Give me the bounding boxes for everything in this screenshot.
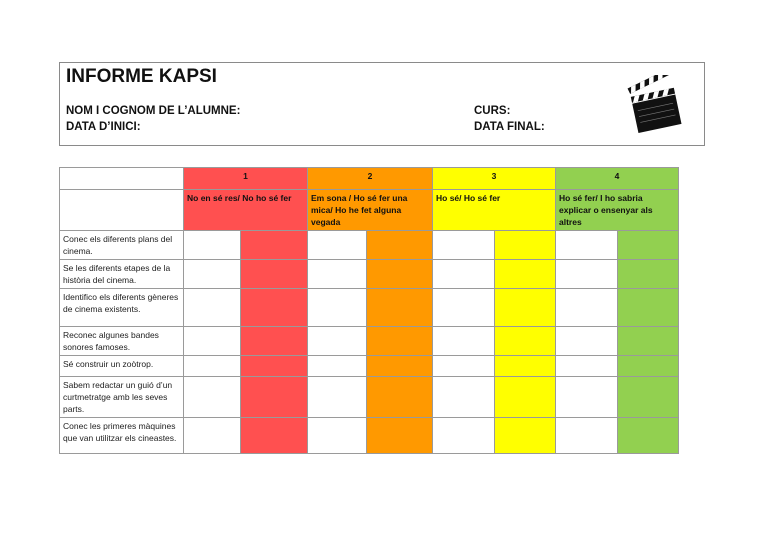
- report-title: INFORME KAPSI: [66, 66, 217, 87]
- corner-cell: [60, 168, 184, 190]
- level-2-color-cell: [367, 418, 433, 454]
- level-number-row: [60, 168, 679, 190]
- level-2-mark-cell[interactable]: [308, 289, 367, 327]
- start-date-label: DATA D’INICI:: [66, 121, 141, 133]
- criterion-label: Se les diferents etapes de la història del cinema.: [60, 260, 184, 289]
- level-4-number: 4: [556, 168, 679, 190]
- level-3-mark-cell[interactable]: [433, 418, 495, 454]
- level-2-color-cell: [367, 377, 433, 418]
- level-1-color-cell: [241, 289, 308, 327]
- level-3-number: 3: [433, 168, 556, 190]
- level-2-mark-cell[interactable]: [308, 377, 367, 418]
- assessment-rubric-table: [59, 167, 679, 454]
- course-label: CURS:: [474, 105, 511, 117]
- end-date-label: DATA FINAL:: [474, 121, 545, 133]
- level-3-color-cell: [495, 231, 556, 260]
- criterion-row: [60, 418, 679, 454]
- criterion-label: Conec les primeres màquines que van utilitzar els cineastes.: [60, 418, 184, 454]
- level-2-color-cell: [367, 327, 433, 356]
- level-2-mark-cell[interactable]: [308, 327, 367, 356]
- level-description-row: [60, 190, 679, 231]
- level-3-mark-cell[interactable]: [433, 260, 495, 289]
- level-3-color-cell: [495, 289, 556, 327]
- level-1-mark-cell[interactable]: [184, 418, 241, 454]
- level-3-color-cell: [495, 327, 556, 356]
- level-1-mark-cell[interactable]: [184, 289, 241, 327]
- level-1-color-cell: [241, 356, 308, 377]
- corner-cell: [60, 190, 184, 231]
- criterion-label: Sabem redactar un guió d’un curtmetratge amb les seves parts.: [60, 377, 184, 418]
- level-1-color-cell: [241, 260, 308, 289]
- level-1-color-cell: [241, 231, 308, 260]
- level-2-color-cell: [367, 260, 433, 289]
- level-2-mark-cell[interactable]: [308, 356, 367, 377]
- level-1-mark-cell[interactable]: [184, 356, 241, 377]
- level-4-color-cell: [618, 289, 679, 327]
- level-4-mark-cell[interactable]: [556, 327, 618, 356]
- level-1-color-cell: [241, 327, 308, 356]
- criterion-row: [60, 260, 679, 289]
- level-4-color-cell: [618, 418, 679, 454]
- criterion-row: [60, 356, 679, 377]
- level-3-description: Ho sé/ Ho sé fer: [433, 190, 556, 231]
- level-3-mark-cell[interactable]: [433, 231, 495, 260]
- level-1-description: No en sé res/ No ho sé fer: [184, 190, 308, 231]
- level-4-mark-cell[interactable]: [556, 356, 618, 377]
- criterion-row: [60, 289, 679, 327]
- level-3-color-cell: [495, 418, 556, 454]
- level-1-mark-cell[interactable]: [184, 327, 241, 356]
- level-2-color-cell: [367, 231, 433, 260]
- level-4-mark-cell[interactable]: [556, 418, 618, 454]
- level-1-mark-cell[interactable]: [184, 231, 241, 260]
- student-name-label: NOM I COGNOM DE L’ALUMNE:: [66, 105, 241, 117]
- level-2-color-cell: [367, 289, 433, 327]
- level-3-mark-cell[interactable]: [433, 289, 495, 327]
- level-1-color-cell: [241, 377, 308, 418]
- level-4-mark-cell[interactable]: [556, 260, 618, 289]
- level-2-mark-cell[interactable]: [308, 260, 367, 289]
- level-3-mark-cell[interactable]: [433, 377, 495, 418]
- level-4-color-cell: [618, 327, 679, 356]
- level-3-color-cell: [495, 356, 556, 377]
- level-4-color-cell: [618, 231, 679, 260]
- criterion-row: [60, 377, 679, 418]
- level-2-number: 2: [308, 168, 433, 190]
- criterion-label: Identifico els diferents gèneres de cinema existents.: [60, 289, 184, 327]
- level-2-description: Em sona / Ho sé fer una mica/ Ho he fet alguna vegada: [308, 190, 433, 231]
- level-2-mark-cell[interactable]: [308, 231, 367, 260]
- level-3-mark-cell[interactable]: [433, 327, 495, 356]
- criterion-label: Reconec algunes bandes sonores famoses.: [60, 327, 184, 356]
- level-4-color-cell: [618, 356, 679, 377]
- level-1-color-cell: [241, 418, 308, 454]
- level-3-color-cell: [495, 377, 556, 418]
- level-4-mark-cell[interactable]: [556, 289, 618, 327]
- level-4-mark-cell[interactable]: [556, 377, 618, 418]
- criterion-row: [60, 231, 679, 260]
- level-4-color-cell: [618, 260, 679, 289]
- level-3-mark-cell[interactable]: [433, 356, 495, 377]
- criterion-label: Sé construir un zoòtrop.: [60, 356, 184, 377]
- level-4-color-cell: [618, 377, 679, 418]
- level-2-color-cell: [367, 356, 433, 377]
- criterion-label: Conec els diferents plans del cinema.: [60, 231, 184, 260]
- level-4-description: Ho sé fer/ I ho sabria explicar o ensenyar als altres: [556, 190, 679, 231]
- level-3-color-cell: [495, 260, 556, 289]
- level-1-mark-cell[interactable]: [184, 377, 241, 418]
- report-header: [59, 62, 705, 146]
- level-4-mark-cell[interactable]: [556, 231, 618, 260]
- level-1-number: 1: [184, 168, 308, 190]
- clapperboard-icon: [625, 75, 685, 135]
- criterion-row: [60, 327, 679, 356]
- level-1-mark-cell[interactable]: [184, 260, 241, 289]
- level-2-mark-cell[interactable]: [308, 418, 367, 454]
